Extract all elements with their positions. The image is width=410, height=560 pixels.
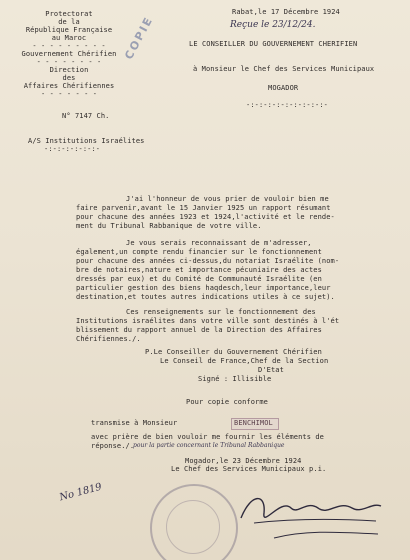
sig-line-2: Le Conseil de France,Chef de la Section — [160, 357, 329, 365]
copy-chief: Le Chef des Services Municipaux p.i. — [171, 465, 327, 473]
p1-line-3: pour chacune des années 1923 et 1924,l'activité et le rende- — [76, 213, 335, 221]
p3-line-2: Institutions israélites dans votre ville sont destinés à l'ét — [76, 317, 340, 325]
recipient-name: BENCHIMOL — [234, 419, 273, 427]
handwritten-note: pour la partie concernant le Tribunal Rabbanique — [133, 442, 285, 449]
received-note: Reçue le 23/12/24. — [230, 20, 316, 30]
header-separator-2: - - - - - - - - — [36, 58, 102, 66]
p1-line-4: ment du Tribunal Rabbanique de votre ville. — [76, 222, 262, 230]
header-gouvernement: Gouvernement Chérifien — [21, 50, 117, 58]
sig-line-4: Signé : Illisible — [198, 375, 272, 383]
p2-line-6: particulier gestion des biens haqdesch,leur importance,leur — [76, 284, 331, 292]
recipient-title: à Monsieur le Chef des Services Municipaux — [193, 65, 375, 73]
margin-note: No 1819 — [58, 481, 104, 504]
p2-line-4: bre de notaires,nature et importance pécuniaire des actes — [76, 266, 322, 274]
copy-place-date: Mogador,le 23 Décembre 1924 — [185, 457, 302, 465]
sender-title: LE CONSEILLER DU GOUVERNEMENT CHERIFIEN — [189, 40, 358, 48]
header-de-la: de la — [58, 18, 80, 26]
subject-line: A/S Institutions Israélites — [28, 137, 145, 145]
copie-conforme: Pour copie conforme — [186, 398, 268, 406]
city-separator: -:-:-:-:-:-:-:-:-:- — [246, 101, 328, 109]
p3-line-4: Chérifiennes./. — [76, 335, 141, 343]
official-seal — [150, 484, 238, 560]
header-separator-3: - - - - - - - — [40, 90, 98, 98]
header-protectorat: Protectorat — [45, 10, 93, 18]
avec-line-2: réponse./. — [91, 442, 135, 450]
signature-scribble — [236, 478, 386, 548]
transmise-line: transmise à Monsieur — [91, 419, 178, 427]
sig-line-1: P.Le Conseiller du Gouvernement Chérifien — [145, 348, 322, 356]
p3-line-3: blissement du rapport annuel de la Direction des Affaires — [76, 326, 322, 334]
header-des: des — [62, 74, 76, 82]
header-separator-1: - - - - - - - - - — [32, 42, 106, 50]
header-direction: Direction — [49, 66, 89, 74]
p1-line-1: J'ai l'honneur de vous prier de vouloir bien me — [126, 195, 329, 203]
p2-line-5: dressés par eux) et du Comité de Communauté Israélite (en — [76, 275, 322, 283]
p1-line-2: faire parvenir,avant le 15 Janvier 1925 un rapport résumant — [76, 204, 331, 212]
copie-stamp: COPIE — [122, 13, 156, 62]
avec-line-1: avec prière de bien vouloir me fournir les éléments de — [91, 433, 324, 441]
header-au-maroc: au Maroc — [51, 34, 87, 42]
sig-line-3: D'Etat — [258, 366, 284, 374]
p2-line-1: Je vous serais reconnaissant de m'adresser, — [126, 239, 312, 247]
place-date: Rabat,le 17 Décembre 1924 — [232, 8, 340, 16]
recipient-city: MOGADOR — [268, 84, 299, 92]
p3-line-1: Ces renseignements sur le fonctionnement des — [126, 308, 316, 316]
p2-line-7: destination,et toutes autres indications utiles à ce sujet). — [76, 293, 335, 301]
header-republique: République Française — [25, 26, 113, 34]
official-seal-inner — [166, 500, 220, 554]
p2-line-2: également,un compte rendu financier sur le fonctionnement — [76, 248, 322, 256]
p2-line-3: pour chacune des années ci-dessus,du notariat Israélite (nom- — [76, 257, 340, 265]
letter-number: N° 7147 Ch. — [62, 112, 110, 120]
subject-separator: -:-:-:-:-:-:- — [44, 145, 101, 153]
header-affaires: Affaires Chérifiennes — [23, 82, 115, 90]
